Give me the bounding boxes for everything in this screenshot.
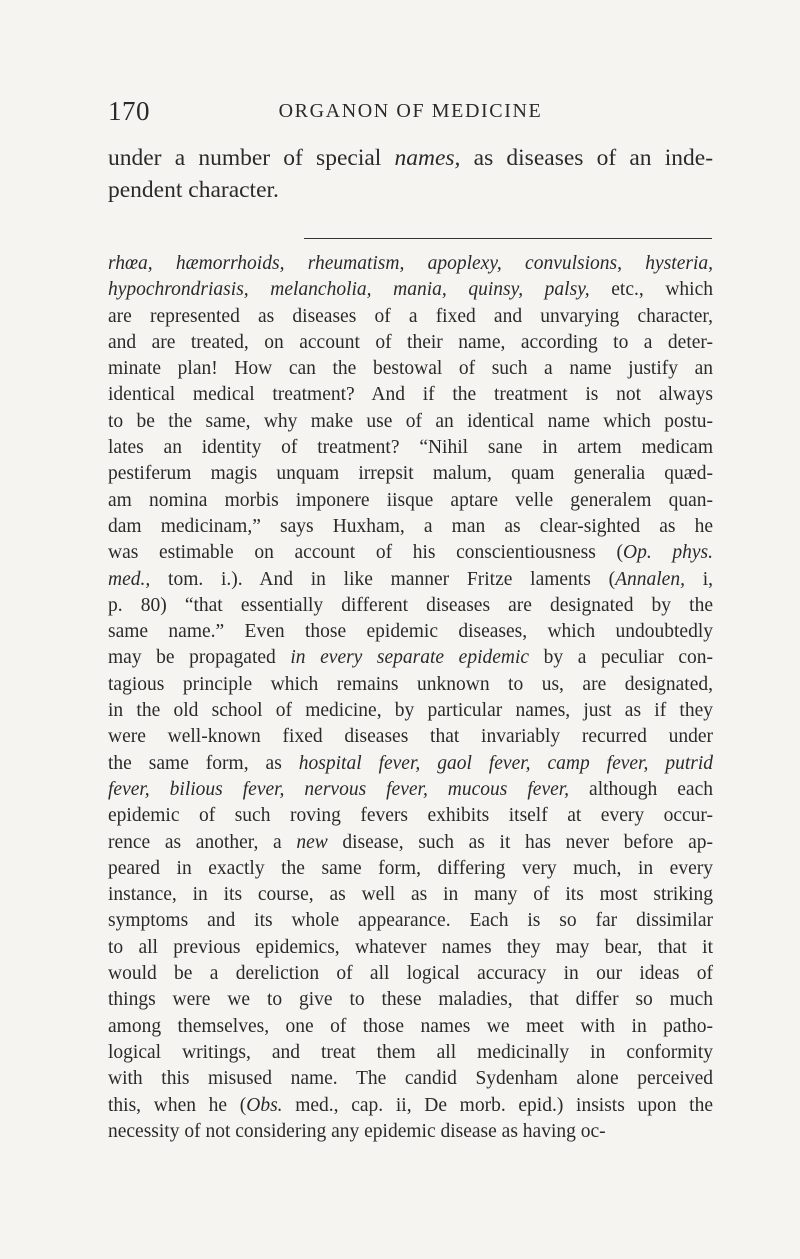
- footnote-line: were well-known fixed diseases that invariably recurred under: [108, 726, 713, 748]
- footnote-line: epidemic of such roving fevers exhibits itself at every occur-: [108, 805, 713, 827]
- footnote-line: hypochrondriasis, melancholia, mania, quinsy, palsy, etc., which: [108, 279, 714, 301]
- footnote-line: identical medical treatment? And if the treatment is not always: [108, 384, 713, 406]
- footnote-line: tagious principle which remains unknown to us, are designated,: [108, 673, 713, 695]
- footnote-line: lates an identity of treatment? “Nihil sane in artem medicam: [108, 437, 713, 459]
- footnote-line: minate plan! How can the bestowal of such a name justify an: [108, 358, 713, 380]
- footnote-line: dam medicinam,” says Huxham, a man as clear-sighted as he: [108, 515, 713, 537]
- footnote-line: rhœa, hæmorrhoids, rheumatism, apoplexy, convulsions, hysteria,: [108, 253, 713, 274]
- footnote-line: symptoms and its whole appearance. Each is so far dissimilar: [108, 910, 713, 932]
- footnote-line: peared in exactly the same form, differing very much, in every: [108, 857, 713, 879]
- main-text-line: pendent character.: [108, 177, 279, 203]
- footnote-line: in the old school of medicine, by particular names, just as if they: [108, 700, 713, 722]
- main-text-line: under a number of special names, as diseases of an inde-: [108, 145, 714, 171]
- footnote: [108, 251, 713, 1145]
- footnote-line: may be propagated in every separate epidemic by a peculiar con-: [108, 647, 714, 669]
- footnote-line: to be the same, why make use of an identical name which postu-: [108, 410, 713, 432]
- page-number: 170: [108, 96, 150, 126]
- footnote-line: with this misused name. The candid Sydenham alone perceived: [108, 1068, 713, 1090]
- running-title: ORGANON OF MEDICINE: [278, 100, 543, 122]
- footnote-line: am nomina morbis imponere iisque aptare velle generalem quan-: [108, 489, 713, 511]
- footnote-line: and are treated, on account of their name, according to a deter-: [108, 331, 713, 353]
- footnote-line: would be a dereliction of all logical accuracy in our ideas of: [108, 963, 713, 985]
- footnote-line: among themselves, one of those names we meet with in patho-: [108, 1015, 713, 1037]
- footnote-line: necessity of not considering any epidemic disease as having oc-: [108, 1120, 606, 1142]
- footnote-line: rence as another, a new disease, such as it has never before ap-: [108, 831, 713, 853]
- footnote-line: pestiferum magis unquam irrepsit malum, quam generalia quæd-: [108, 463, 713, 485]
- footnote-line: p. 80) “that essentially different diseases are designated by the: [108, 594, 713, 616]
- footnote-divider: [304, 238, 712, 239]
- main-text: [108, 142, 713, 206]
- footnote-line: instance, in its course, as well as in many of its most striking: [108, 884, 713, 906]
- footnote-line: are represented as diseases of a fixed and unvarying character,: [108, 305, 713, 327]
- footnote-line: same name.” Even those epidemic diseases, which undoubtedly: [108, 621, 713, 643]
- footnote-line: this, when he (Obs. med., cap. ii, De morb. epid.) insists upon the: [108, 1094, 713, 1116]
- footnote-line: med., tom. i.). And in like manner Fritze laments (Annalen, i,: [108, 568, 714, 590]
- footnote-line: the same form, as hospital fever, gaol fever, camp fever, putrid: [108, 752, 713, 774]
- footnote-line: things were we to give to these maladies, that differ so much: [108, 989, 713, 1011]
- running-head: [108, 96, 713, 132]
- footnote-line: fever, bilious fever, nervous fever, mucous fever, although each: [108, 778, 713, 800]
- footnote-line: to all previous epidemics, whatever names they may bear, that it: [108, 936, 713, 958]
- footnote-line: logical writings, and treat them all medicinally in conformity: [108, 1041, 713, 1063]
- footnote-line: was estimable on account of his conscientiousness (Op. phys.: [108, 542, 713, 564]
